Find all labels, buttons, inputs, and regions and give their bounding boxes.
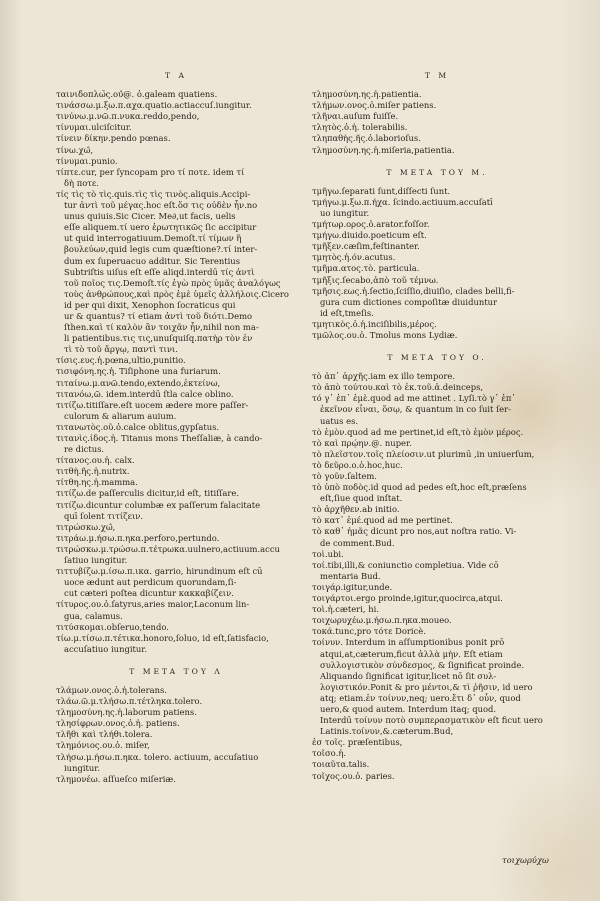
entry-line: τιταίνω.μ.ανῶ.tendo,extendo,ἐκτείνω, [56,377,221,388]
entry-line: atqui,at,cæterum,ficut ἀλλὰ μὴν. Eſt etiam [320,648,503,659]
entry-line: τμῆξις.ſecabo,ἀπὸ τοῦ τέμνω. [312,274,439,285]
entry-line: τλάμων.ονος.ὁ.ἡ.tolerans. [56,684,167,695]
entry-line: τμῆγω.ſeparati ſunt,diſſecti ſunt. [312,185,451,196]
entry-line: τίτανος.ου.ἡ. calx. [56,455,135,466]
entry-line: τλημοσύνη.ης.ἡ.miſeria,patientia. [312,144,455,155]
entry-line: δὴ ποτε. [64,177,99,188]
entry-line: τοιχωρυχέω.μ.ήσω.π.ηκα.moueo. [312,615,452,626]
entry-line: τιτανὶς.ίδος.ἡ. Titanus mons Theſſaliæ, à cando- [56,433,263,443]
entry-line: ταινιδ̄οπλω̄ς.ου̂@. ὁ.galeam quatiens. [56,89,218,100]
entry-line: * τιτίζω.dicuntur columbæ ex paſſerum falacitate [56,500,296,511]
entry-line: τοὶ.ἡ.cæteri, hi. [312,604,379,615]
entry-line: li patientibus.τις τις,unuſquiſq.πατὴρ τὸν ἐν [64,333,253,344]
entry-line: uatus es. [320,415,359,426]
entry-line: ἐσ τοῖς. præſentibus, [312,737,403,748]
entry-line: culorum & aliarum auium. [64,410,177,421]
entry-line: quī ſolent τιτίζειν. [64,510,144,521]
entry-line: mentaria Bud. [320,570,381,581]
entry-line: τίνυμαι.ulciſcitur. [56,122,132,133]
entry-line: τλημόνιος.ου.ὁ. miſer, [56,740,150,751]
entry-line: τιτανωτὸς.οῦ.ὁ.calce oblitus,gypſatus. [56,421,220,432]
entry-line: τμήγω.μ.ξω.π.ήχα. ſcindo.actiuum.accuſatī [312,196,493,207]
entry-line: τίσις.ευς.ἡ.pœna,ultio,punitio. [56,355,186,366]
entry-line: τίνω.χω̂, [56,144,94,155]
right-entries-c [312,371,562,781]
entry-line: τίω.μ.τίσω.π.τέτικα.honoro,ſoluo, id eſt,ſatisfacio, [56,632,269,643]
entry-line: τὸ δεῦρο.ο.ὁ.hoc,huc. [312,459,403,470]
entry-line: τοί.tibi,illi,& coniunctio completiua. Vide cō [312,559,499,570]
left-entries-a [56,89,296,655]
entry-line: uero,& quod autem. Interdum itaq; quod. [320,703,497,714]
entry-line: τλῆθι καὶ τλήθι.tolera. [56,729,153,740]
entry-line: τλήμων.ονος.ὁ.miſer patiens. [312,100,437,111]
entry-line: * τίς τὶς τὸ τὶς.quis.τὶς τὶς τινὸς.aliquis.Accipi- [56,189,296,200]
right-column [312,70,562,782]
entry-line: τμήτωρ.ορος.ὁ.arator.foſſor. [312,219,430,230]
entry-line: eſſe aliquem.τί uero ἐρωτητικῶς ſic accipitur [64,222,257,233]
entry-line: * τὸ κατ᾿ ἐμέ.quod ad me pertinet. [312,515,562,526]
entry-line: τοίνυν. Interdum in aſſumptionibus ponit prō [312,637,505,648]
entry-line: * τὸ ἀρχῆθεν.ab initio. [312,504,562,515]
entry-line: τλητὸς.ὁ.ἡ. tolerabilis. [312,122,408,133]
entry-line: τιτύσκομαι.obſeruo,tendo. [56,621,169,632]
entry-line: τλημοσύνη.ης.ἡ.laborum patiens. [56,707,197,718]
entry-line: τμητὸς.ἡ.όν.acutus. [312,252,396,263]
entry-line: * τὸ ἐμὸν.quod ad me pertinet,id eſt,τὸ ἐμὸν μέρος. [312,427,562,438]
entry-line: τοκά.tunc,pro τότε Doricè. [312,626,426,637]
entry-line: τιτθὴ.ῆς.ἡ.nutrix. [56,466,130,477]
entry-line: τιτράω.μ.ήσω.π.ηκα.perforo,pertundo. [56,532,220,543]
entry-line: τλησίφρων.ονος.ὁ.ἡ. patiens. [56,718,180,729]
left-column [56,70,296,785]
right-running-header: T M [424,71,450,80]
entry-line: τὸ καὶ πρῴην.@. nuper. [312,437,412,448]
entry-line: de comment.Bud. [320,537,395,548]
entry-line: Aliquando ſignificat igitur,licet nō ſit συλ- [320,670,497,681]
entry-line: * τμήγω.diuido.poeticum eſt. [312,230,562,241]
entry-line: συλλογιστικὸν σύνδεσμος, & ſignificat proinde. [320,659,525,670]
entry-line: * τιτίζω.de paſſerculis dicitur,id eſt, titiſſare. [56,488,296,499]
left-running-header: T A [165,71,187,80]
entry-line: * τὸ καθ᾿ ἡμᾶς dicunt pro nos,aut noſtra ratio. Vi- [312,526,562,537]
entry-line: τὸ ἀπὸ τούτου.καὶ τὸ ἐκ.τοῦ.ἀ.deinceps, [312,382,484,393]
entry-line: τοιγάρτοι.ergo proinde,igitur,quocirca,atqui. [312,593,503,604]
entry-line: τίτθη.ης.ἡ.mamma. [56,477,138,488]
entry-line: τὸ πλεῖστον.τοῖς πλείοσιν.ut plurimū ,in uniuerſum, [312,448,535,459]
entry-line: * τιτρώσκω.χω̂, [56,522,296,533]
entry-line: τινάσσω.μ.ξω.π.αχα.quatio.actiaccuſ.iungitur. [56,100,252,111]
entry-line: τό γ᾿ ἐπ᾿ ἐμὲ.quod ad me attinet . Lyſi.τὸ γ᾿ ἐπ᾿ [312,393,516,404]
entry-line: Latinis.τοίνυν,&.cæterum.Bud, [320,726,454,737]
entry-line: τιτρώσκω.μ.τρώσω.π.τέτρωκα.uulnero,actiuum.accu [56,543,280,554]
entry-line: τληπαθὴς.ῆς.ὁ.laborioſus. [312,133,421,144]
entry-line: τιτίζω.titiſſare.eſt uocem ædere more paſſer- [56,399,249,410]
entry-line: τμῶλος.ου.ὁ. Tmolus mons Lydiæ. [312,329,458,340]
entry-line: τμῆσις.εως.ἡ.ſectio,ſciſſio,diuiſio, clades belli,fi- [312,285,515,296]
entry-line: βουλεύων,quid legis cum quæſtione?.τί inter- [64,244,258,255]
entry-line: τὸ ἀπ᾿ ἀρχῆς.iam ex illo tempore. [312,371,456,382]
entry-line: τοῖχος.ου.ὁ. paries. [312,770,395,781]
entry-line: τλάω.ῶ.μ.τλήσω.π.τέτληκα.tolero. [56,696,203,707]
entry-line: iungitur. [64,762,101,773]
entry-line: τίπτε.cur, per ſyncopam pro τί ποτε. idem τί [56,166,245,177]
entry-line: id eſt,tmeſis. [320,307,374,318]
entry-line: τοιγάρ.igitur,unde. [312,581,393,592]
entry-line: eſt,ſiue quod inſtat. [320,493,403,504]
entry-line: τίνυμαι.punio. [56,155,118,166]
entry-line: unus quiuis.Sic Cicer. Me∂,ut facis, uelis [64,211,236,222]
entry-line: λογιστικόν.Ponit & pro μέντοι,& τὶ ῥῆσιν, id uero [320,681,533,692]
entry-line: τοὶ.ubi. [312,548,344,559]
entry-line: τοὺς ἀνθρώπους,καὶ πρὸς ἐμὲ ὑμεῖς ἀλλήλοις.Cicero [64,288,289,299]
entry-line: re dictus. [64,444,105,455]
entry-line: ſthen.καὶ τί καλὸν ἂν τοιχᾶν ἦν,nihil non ma- [64,322,259,333]
left-entries-b [56,685,296,785]
entry-line: uo iungitur. [320,207,370,218]
entry-line: τὶ τὸ τοῦ ἄργῳ, παντὶ τινι. [64,344,178,355]
entry-line: * uoce ædunt aut perdicum quorundam,ſi- [56,577,296,588]
entry-line: id per qui dixit, Xenophon ſocraticus qui [64,299,236,310]
entry-line: τλημοσύνη.ης.ἡ.patientia. [312,89,422,100]
entry-line: accuſatiuo iungitur. [64,643,148,654]
entry-line: τιττυβίζω.μ.ίσω.π.ικα. garrio, hirundinum eſt cū [56,566,263,577]
entry-line: ut quid interrogatiuum.Demoſt.τί τίμων ἢ [64,233,242,244]
entry-line: τμῆξεν.cæſim,feſtinanter. [312,241,420,252]
entry-line: τινύνω.μ.νῶ.π.νυκα.reddo,pendo, [56,111,200,122]
entry-line: τμητικὸς.ὁ.ἡ.inciſibilis,μέρος. [312,318,437,329]
entry-line: τμῆμα.ατος.τὸ. particula. [312,263,420,274]
section-heading-lambda: T META TOY Λ [129,666,223,676]
section-heading-omicron: T META TOY O. [387,353,487,363]
entry-line: * gura cum dictiones compoſitæ diuiduntur [312,297,562,308]
entry-line: τὸ γοῦν.ſaltem. [312,471,377,481]
entry-line: τοῖσο.ἡ. [312,748,347,759]
entry-line: τιτανόω,ῶ. idem.interdū ſtla calce oblino. [56,388,234,399]
entry-line: gua, calamus. [64,610,123,621]
entry-line: τίτυρος.ου.ὁ.ſatyrus,aries maior,Laconum lin- [56,599,250,610]
entry-line: dum ex ſuperuacuo additur. Sic Terentius [64,255,240,266]
entry-line: Interdū τοίνυν ποτὸ συμπερασματικὸν eſt ficut uero [320,715,543,726]
entry-line: Subtriſtis uiſus eſt eſſe aliqd.interdū τίς ἀντὶ [64,266,255,277]
entry-line: tur ἀντὶ τοῦ μέγας.hoc eſt.ὅσ τις οὐδὲν ἦν.no [64,200,258,211]
entry-line: * τλῆναι.auſum fuiſſe. [312,111,562,122]
entry-line: ſatiuo iungitur. [64,555,128,566]
entry-line: τλημονέω. aſſueſco miſeriæ. [56,773,176,784]
entry-line: τοῦ ποῖος τις.Demoſt.τίς ἐγὼ πρὸς ὑμᾶς ἀναλόγως [64,277,281,288]
entry-line: τλήσω.μ.ήσω.π.ηκα. tolero. actiuum, accuſatiuo [56,751,259,762]
entry-line: τίνειν δίκην.pendo pœnas. [56,133,171,144]
entry-line: cut cæteri poſtea dicuntur κακκαβίζειν. [64,588,234,599]
entry-line: τοιαῦτα.talis. [312,759,370,770]
entry-line: ur & quantus? τί etiam ἀντὶ τοῦ διότι.Demo [64,310,253,321]
catchword: τοιχωρύχω [502,855,549,865]
entry-line: τισιφόνη.ης.ἡ. Tiſiphone una furiarum. [56,366,221,377]
entry-line: ἐκεῖνον εἶναι, ὅσῳ, & quantum in co ſuit ſer- [320,404,511,415]
right-entries-b [312,186,562,341]
section-heading-mu: T META TOY M. [386,167,488,177]
entry-line: atq; etiam.ἐν τοίνυν,neq; uero.ἔτι δ᾿ οὖν, quod [320,692,521,703]
right-entries-a [312,89,562,156]
entry-line: τὸ ὑπὸ ποδὸς.id quod ad pedes eſt,hoc eſt,præſens [312,482,527,493]
